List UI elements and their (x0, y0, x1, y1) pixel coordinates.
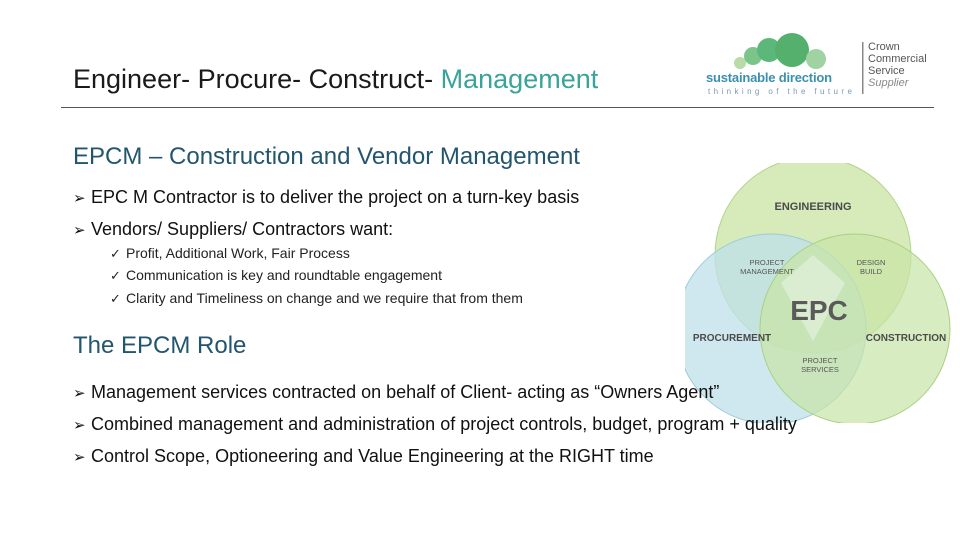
venn-pm-label-1: PROJECT (749, 258, 785, 267)
section1-heading: EPCM – Construction and Vendor Management (73, 143, 580, 170)
check-item-3 (110, 290, 523, 307)
section2-bullet-2 (73, 414, 797, 435)
arrow-bullet-icon: ➢ (73, 417, 86, 434)
venn-db-label-1: DESIGN (856, 258, 886, 267)
ccs-line-1: Crown (868, 41, 900, 53)
venn-pm-label-2: MANAGEMENT (740, 267, 794, 276)
section1-bullet-1 (73, 187, 579, 208)
title-divider (61, 107, 934, 108)
ccs-line-4: Supplier (868, 77, 909, 89)
venn-procurement-label: PROCUREMENT (692, 333, 772, 344)
arrow-bullet-icon: ➢ (73, 449, 86, 466)
slide-title (73, 64, 598, 95)
venn-center-label: EPC (790, 295, 848, 326)
check-item-3-text: Clarity and Timeliness on change and we require that from them (126, 290, 523, 306)
check-item-2-text: Communication is key and roundtable engagement (126, 267, 442, 283)
logo-tagline: thinking of the future (708, 87, 856, 96)
arrow-bullet-icon: ➢ (73, 222, 86, 239)
section1-bullet-2-text: Vendors/ Suppliers/ Contractors want: (91, 219, 394, 239)
section1-bullet-1-text: EPC M Contractor is to deliver the project on a turn-key basis (91, 187, 580, 207)
logo (700, 28, 940, 100)
arrow-bullet-icon: ➢ (73, 190, 86, 207)
check-item-1-text: Profit, Additional Work, Fair Process (126, 245, 350, 261)
section2-bullet-1-text: Management services contracted on behalf of Client- acting as “Owners Agent” (91, 382, 720, 402)
checkmark-icon: ✓ (110, 291, 121, 306)
venn-db-label-2: BUILD (859, 267, 883, 276)
check-item-1 (110, 245, 350, 262)
section2-bullet-1 (73, 382, 719, 403)
section2-bullet-3 (73, 446, 654, 467)
title-main: Engineer- Procure- Construct- (73, 64, 441, 94)
section1-bullet-2 (73, 219, 393, 240)
checkmark-icon: ✓ (110, 246, 121, 261)
venn-ps-label-1: PROJECT (802, 356, 838, 365)
section2-bullet-3-text: Control Scope, Optioneering and Value Engineering at the RIGHT time (91, 446, 654, 466)
venn-ps-label-2: SERVICES (801, 365, 839, 374)
ccs-line-2: Commercial (868, 53, 927, 65)
section2-bullet-2-text: Combined management and administration of project controls, budget, program + quality (91, 414, 797, 434)
logo-brand: sustainable direction (706, 70, 832, 85)
check-item-2 (110, 267, 442, 284)
epc-venn-diagram (685, 163, 955, 423)
venn-construction-label: CONSTRUCTION (865, 333, 947, 344)
checkmark-icon: ✓ (110, 268, 121, 283)
title-accent: Management (440, 64, 599, 94)
ccs-line-3: Service (868, 65, 905, 77)
venn-engineering-label: ENGINEERING (774, 201, 852, 213)
arrow-bullet-icon: ➢ (73, 385, 86, 402)
construction-circle (760, 234, 950, 423)
section2-heading: The EPCM Role (73, 332, 247, 359)
